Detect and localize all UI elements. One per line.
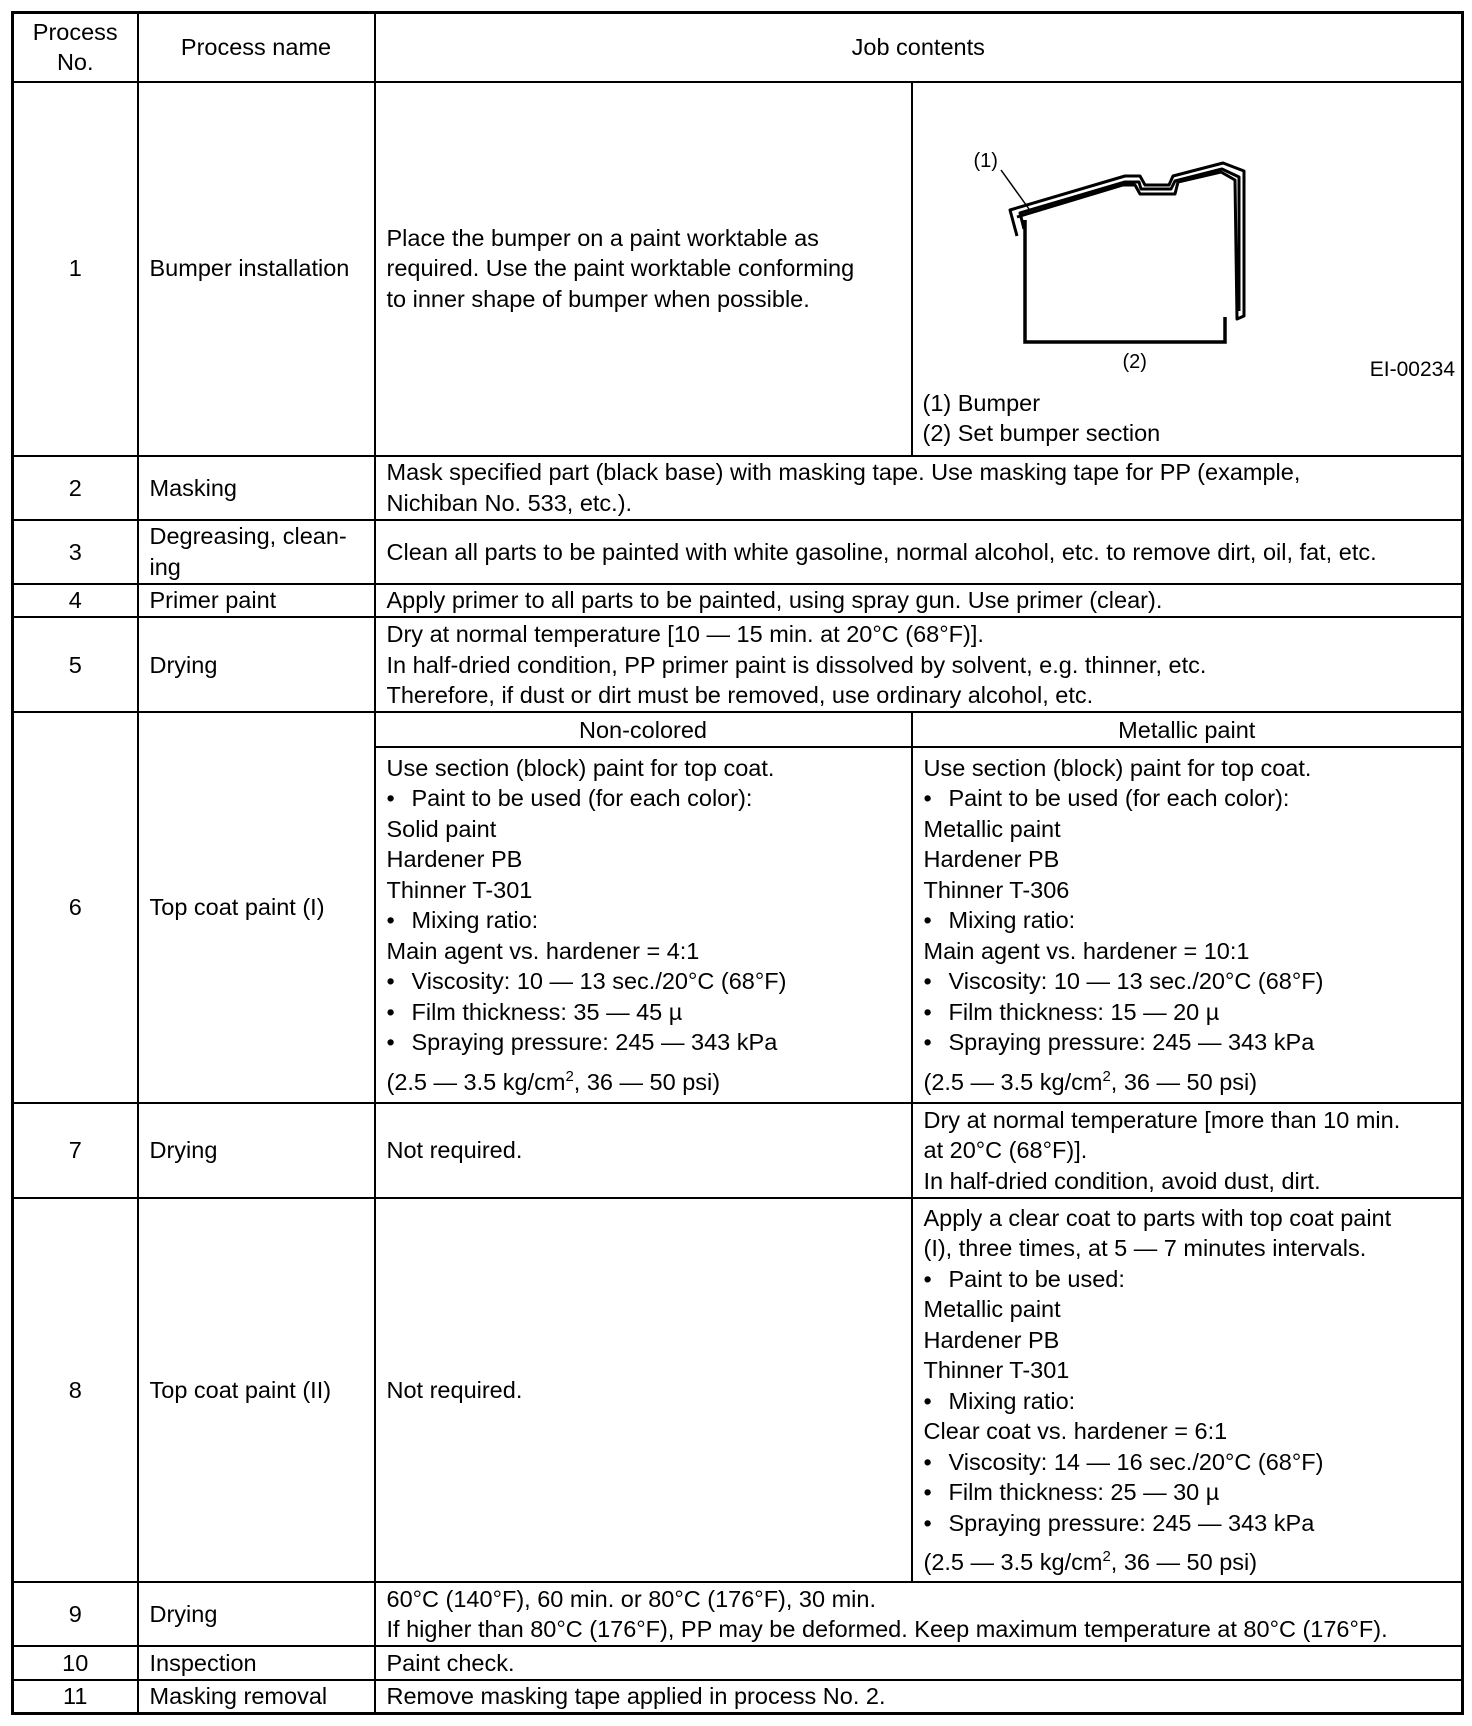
table-row — [13, 1582, 1463, 1646]
process-table — [11, 11, 1464, 1715]
process-no: 5 — [13, 617, 138, 712]
subheader-metallic: Metallic paint — [912, 712, 1463, 747]
figure-legend: (1) Bumper (2) Set bumper section — [922, 389, 1161, 447]
job-contents: Clean all parts to be painted with white gasoline, normal alcohol, etc. to remove dirt, oil, fat, etc. — [375, 520, 1463, 584]
process-name: Inspection — [138, 1646, 375, 1680]
bumper-inner-line — [1020, 169, 1239, 311]
table-row — [13, 456, 1463, 520]
header-row — [13, 13, 1463, 82]
process-name: Drying — [138, 1582, 375, 1646]
non-colored-spec: Use section (block) paint for top coat. • Paint to be used (for each color): Solid paint Hardener PB Thinner T-301 • Mixing ratio: Main agent vs. hardener = 4:1 • Viscosity: 10 — 13 sec./20°C (68°F) • Film thickness: 35 — 45 µ • Spraying pressure: 245 — 343 kPa (2.5 — 3.5 $kg/cm^2$, 36 — 50 psi) — [375, 747, 912, 1103]
job-contents: Paint check. — [375, 1646, 1463, 1680]
job-contents: Apply primer to all parts to be painted, using spray gun. Use primer (clear). — [375, 584, 1463, 618]
process-name: Top coat paint (II) — [138, 1198, 375, 1582]
table-row — [13, 584, 1463, 618]
metallic-spec: Dry at normal temperature [more than 10 min. at 20°C (68°F)]. In half-dried condition, avoid dust, dirt. — [912, 1103, 1463, 1198]
non-colored-spec: Not required. — [375, 1103, 912, 1198]
process-name: Drying — [138, 1103, 375, 1198]
job-contents: Dry at normal temperature [10 — 15 min. at 20°C (68°F)]. In half-dried condition, PP primer paint is dissolved by solvent, e.g. thinner, etc. Therefore, if dust or dirt must be removed, use ordinary alcohol, etc. — [375, 617, 1463, 712]
metallic-spec: Use section (block) paint for top coat. • Paint to be used (for each color): Metallic paint Hardener PB Thinner T-306 • Mixing ratio: Main agent vs. hardener = 10:1 • Viscosity: 10 — 13 sec./20°C (68°F) • Film thickness: 15 — 20 µ • Spraying pressure: 245 — 343 kPa (2.5 — 3.5 $kg/cm^2$, 36 — 50 psi) — [912, 747, 1463, 1103]
process-name: Drying — [138, 617, 375, 712]
process-name: Top coat paint (I) — [138, 712, 375, 1102]
table-row — [13, 1198, 1463, 1582]
table-row — [13, 1103, 1463, 1198]
non-colored-spec: Not required. — [375, 1198, 912, 1582]
figure-code: EI-00234 — [1369, 357, 1456, 381]
process-no: 9 — [13, 1582, 138, 1646]
process-name: Masking removal — [138, 1680, 375, 1714]
table-row — [13, 1646, 1463, 1680]
process-no: 2 — [13, 456, 138, 520]
worktable-shape — [1025, 220, 1225, 342]
process-no: 3 — [13, 520, 138, 584]
job-contents: 60°C (140°F), 60 min. or 80°C (176°F), 30 min. If higher than 80°C (176°F), PP may be deformed. Keep maximum temperature at 80°C (176°F). — [375, 1582, 1463, 1646]
bumper-shape — [1010, 163, 1244, 319]
callout-label-2: (2) — [1122, 350, 1147, 373]
table-row — [13, 82, 1463, 456]
metallic-spec: Apply a clear coat to parts with top coat paint (I), three times, at 5 — 7 minutes intervals. • Paint to be used: Metallic paint Hardener PB Thinner T-301 • Mixing ratio: Clear coat vs. hardener = 6:1 • Viscosity: 14 — 16 sec./20°C (68°F) • Film thickness: 25 — 30 µ • Spraying pressure: 245 — 343 kPa (2.5 — 3.5 $kg/cm^2$, 36 — 50 psi) — [912, 1198, 1463, 1582]
job-contents: Remove masking tape applied in process No. 2. — [375, 1680, 1463, 1714]
process-no: 11 — [13, 1680, 138, 1714]
table-row — [13, 1680, 1463, 1714]
job-contents: Mask specified part (black base) with masking tape. Use masking tape for PP (example, Nichiban No. 533, etc.). — [375, 456, 1463, 520]
bumper-figure-cell — [912, 82, 1463, 456]
process-no: 7 — [13, 1103, 138, 1198]
header-job-contents: Job contents — [375, 13, 1463, 82]
process-no: 10 — [13, 1646, 138, 1680]
table-row — [13, 520, 1463, 584]
process-no: 4 — [13, 584, 138, 618]
process-no: 1 — [13, 82, 138, 456]
process-no: 8 — [13, 1198, 138, 1582]
process-name: Degreasing, clean- ing — [138, 520, 375, 584]
table-row — [13, 712, 1463, 747]
table-row — [13, 617, 1463, 712]
callout-label-1: (1) — [973, 149, 998, 172]
header-process-name: Process name — [138, 13, 375, 82]
header-process-no: Process No. — [13, 13, 138, 82]
subheader-non-colored: Non-colored — [375, 712, 912, 747]
callout-leader-1 — [1001, 170, 1029, 209]
process-name: Primer paint — [138, 584, 375, 618]
process-name: Masking — [138, 456, 375, 520]
process-name: Bumper installation — [138, 82, 375, 456]
job-contents: Place the bumper on a paint worktable as required. Use the paint worktable conforming to inner shape of bumper when possible. — [375, 82, 912, 456]
process-no: 6 — [13, 712, 138, 1102]
